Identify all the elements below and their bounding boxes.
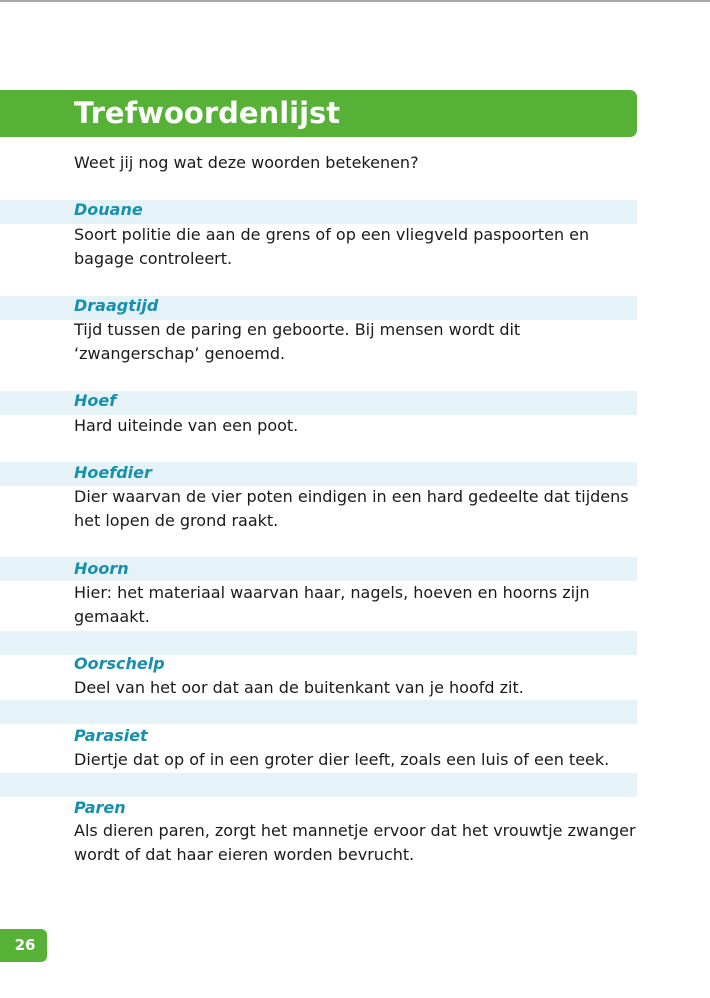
glossary-definition: Diertje dat op of in een groter dier leeft, zoals een luis of een teek.	[74, 750, 610, 769]
separator-stripe	[0, 700, 637, 724]
glossary-definition: Hard uiteinde van een poot.	[74, 416, 299, 435]
glossary-term: Draagtijd	[74, 296, 159, 315]
page-title: Trefwoordenlijst	[74, 96, 341, 130]
glossary-term: Paren	[74, 798, 126, 817]
glossary-definition: Als dieren paren, zorgt het mannetje ervoor dat het vrouwtje zwanger wordt of dat haar eieren worden bevrucht.	[74, 821, 636, 864]
glossary-term: Oorschelp	[74, 654, 165, 673]
glossary-term: Douane	[74, 200, 143, 219]
glossary-term: Hoorn	[74, 559, 129, 578]
glossary-definition: Hier: het materiaal waarvan haar, nagels, hoeven en hoorns zijn gemaakt.	[74, 583, 590, 626]
top-rule	[0, 0, 710, 2]
glossary-definition: Soort politie die aan de grens of op een vliegveld paspoorten en bagage controleert.	[74, 225, 590, 268]
separator-stripe	[0, 773, 637, 797]
glossary-term: Parasiet	[74, 726, 148, 745]
glossary-definition: Tijd tussen de paring en geboorte. Bij mensen wordt dit ‘zwangerschap’ genoemd.	[74, 320, 521, 363]
glossary-definition: Deel van het oor dat aan de buitenkant van je hoofd zit.	[74, 678, 524, 697]
glossary-definition: Dier waarvan de vier poten eindigen in een hard gedeelte dat tijdens het lopen de grond raakt.	[74, 487, 629, 530]
glossary-term: Hoefdier	[74, 463, 152, 482]
page-number-badge: 26	[0, 929, 47, 962]
intro-question: Weet jij nog wat deze woorden betekenen?	[74, 153, 419, 172]
glossary-term: Hoef	[74, 391, 117, 410]
